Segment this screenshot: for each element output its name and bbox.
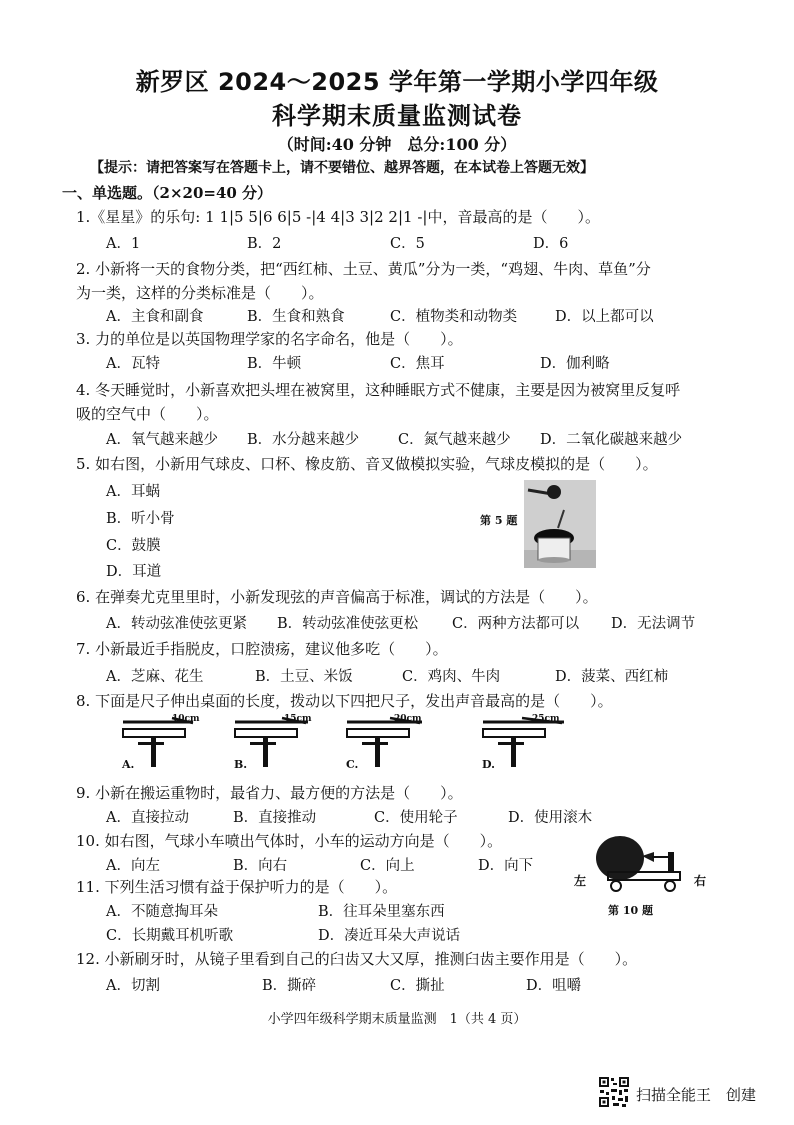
question-8-ruler-b <box>230 716 330 774</box>
question-8-ruler-c-length: 20cm <box>394 714 422 724</box>
question-4-stem-cont: 吸的空气中（ ）。 <box>76 405 219 423</box>
question-1-stem: 1.《星星》的乐句: 1 1|5 5|6 6|5 -|4 4|3 3|2 2|1 -|中，音最高的是（ ）。 <box>76 208 600 226</box>
exam-time-score: （时间:40 分钟 总分:100 分） <box>277 135 517 154</box>
question-8-stem: 8. 下面是尺子伸出桌面的长度，拨动以下四把尺子，发出声音最高的是（ ）。 <box>76 692 613 710</box>
question-5-option-c: C．鼓膜 <box>106 538 161 554</box>
question-11-option-d: D．凑近耳朵大声说话 <box>318 928 461 944</box>
question-5-option-b: B．听小骨 <box>106 511 175 527</box>
question-9-option-d: D．使用滚木 <box>508 810 593 826</box>
question-12-stem: 12. 小新刷牙时，从镜子里看到自己的臼齿又大又厚，推测臼齿主要作用是（ ）。 <box>76 950 638 968</box>
question-4-option-d: D．二氧化碳越来越少 <box>540 432 683 448</box>
question-12-option-d: D．咀嚼 <box>526 978 582 994</box>
question-4-option-b: B．水分越来越少 <box>247 432 360 448</box>
question-2-option-b: B．生食和熟食 <box>247 309 345 325</box>
qr-code-icon <box>598 1076 630 1108</box>
question-8-ruler-c <box>342 716 442 774</box>
question-5-figure-label: 第 5 题 <box>480 514 518 527</box>
question-11-stem: 11. 下列生活习惯有益于保护听力的是（ ）。 <box>76 878 398 896</box>
question-8-ruler-c-letter: C. <box>346 758 359 771</box>
question-5-experiment-photo <box>524 480 596 568</box>
question-9-stem: 9. 小新在搬运重物时，最省力、最方便的方法是（ ）。 <box>76 784 463 802</box>
question-6-option-c: C．两种方法都可以 <box>452 616 580 632</box>
question-10-right-label: 右 <box>694 874 707 888</box>
question-6-option-d: D．无法调节 <box>611 616 696 632</box>
page-footer: 小学四年级科学期末质量监测 1（共 4 页） <box>267 1012 527 1027</box>
question-10-option-a: A．向左 <box>106 858 160 874</box>
question-7-stem: 7. 小新最近手指脱皮，口腔溃疡，建议他多吃（ ）。 <box>76 640 448 658</box>
question-8-ruler-b-length: 15cm <box>284 714 312 724</box>
exam-title-line1: 新罗区 2024～2025 学年第一学期小学四年级 <box>135 68 659 96</box>
question-11-option-b: B．往耳朵里塞东西 <box>318 904 445 920</box>
question-8-ruler-a <box>118 716 218 774</box>
question-9-option-c: C．使用轮子 <box>374 810 458 826</box>
question-3-option-b: B．牛顿 <box>247 356 302 372</box>
question-7-option-d: D．菠菜、西红柿 <box>555 669 669 685</box>
question-4-option-a: A．氧气越来越少 <box>106 432 218 448</box>
question-1-option-d: D．6 <box>533 236 569 252</box>
question-8-ruler-d-length: 25cm <box>532 714 560 724</box>
question-2-option-c: C．植物类和动物类 <box>390 309 518 325</box>
exam-hint: 【提示：请把答案写在答题卡上，请不要错位、越界答题，在本试卷上答题无效】 <box>90 160 594 176</box>
question-7-option-c: C．鸡肉、牛肉 <box>402 669 501 685</box>
question-5-stem: 5. 如右图，小新用气球皮、口杯、橡皮筋、音叉做模拟实验，气球皮模拟的是（ ）。 <box>76 455 658 473</box>
question-1-option-c: C．5 <box>390 236 425 252</box>
question-5-option-a: A．耳蜗 <box>106 484 160 500</box>
question-8-ruler-a-letter: A. <box>122 758 135 771</box>
section-title: 一、单选题。（2×20=40 分） <box>62 184 273 202</box>
exam-title-line2: 科学期末质量监测试卷 <box>272 102 522 130</box>
question-3-option-c: C．焦耳 <box>390 356 445 372</box>
question-2-option-a: A．主食和副食 <box>106 309 204 325</box>
question-3-stem: 3. 力的单位是以英国物理学家的名字命名，他是（ ）。 <box>76 330 463 348</box>
question-2-stem-cont: 为一类，这样的分类标准是（ ）。 <box>76 284 324 302</box>
question-10-stem: 10. 如右图，气球小车喷出气体时，小车的运动方向是（ ）。 <box>76 832 503 850</box>
question-9-option-b: B．直接推动 <box>233 810 317 826</box>
question-7-option-b: B．土豆、米饭 <box>255 669 353 685</box>
question-1-option-a: A．1 <box>106 236 141 252</box>
question-10-figure-label: 第 10 题 <box>608 904 653 917</box>
question-4-stem: 4. 冬天睡觉时，小新喜欢把头埋在被窝里，这种睡眠方式不健康，主要是因为被窝里反复呼 <box>76 381 681 399</box>
question-3-option-d: D．伽利略 <box>540 356 610 372</box>
question-8-ruler-d-letter: D. <box>482 758 495 771</box>
question-4-option-c: C．氮气越来越少 <box>398 432 511 448</box>
question-12-option-c: C．撕扯 <box>390 978 445 994</box>
question-6-option-b: B．转动弦准使弦更松 <box>277 616 419 632</box>
question-8-ruler-b-letter: B. <box>234 758 248 771</box>
question-11-option-c: C．长期戴耳机听歌 <box>106 928 234 944</box>
question-2-stem: 2. 小新将一天的食物分类，把“西红柿、土豆、黄瓜”分为一类，“鸡翅、牛肉、草鱼”分 <box>76 260 651 278</box>
scanner-watermark: 扫描全能王 创建 <box>636 1086 757 1104</box>
question-6-option-a: A．转动弦准使弦更紧 <box>106 616 247 632</box>
question-8-ruler-a-length: 10cm <box>172 714 200 724</box>
question-2-option-d: D．以上都可以 <box>555 309 654 325</box>
question-12-option-b: B．撕碎 <box>262 978 317 994</box>
question-7-option-a: A．芝麻、花生 <box>106 669 204 685</box>
question-3-option-a: A．瓦特 <box>106 356 160 372</box>
question-5-option-d: D．耳道 <box>106 564 162 580</box>
question-10-option-c: C．向上 <box>360 858 415 874</box>
question-10-option-b: B．向右 <box>233 858 288 874</box>
question-6-stem: 6. 在弹奏尤克里里时，小新发现弦的声音偏高于标准，调试的方法是（ ）。 <box>76 588 598 606</box>
question-10-left-label: 左 <box>574 874 587 888</box>
question-12-option-a: A．切割 <box>106 978 160 994</box>
question-8-ruler-d <box>478 716 578 774</box>
question-10-option-d: D．向下 <box>478 858 534 874</box>
question-9-option-a: A．直接拉动 <box>106 810 189 826</box>
question-1-option-b: B．2 <box>247 236 282 252</box>
question-11-option-a: A．不随意掏耳朵 <box>106 904 218 920</box>
question-10-balloon-car-figure <box>590 830 710 894</box>
